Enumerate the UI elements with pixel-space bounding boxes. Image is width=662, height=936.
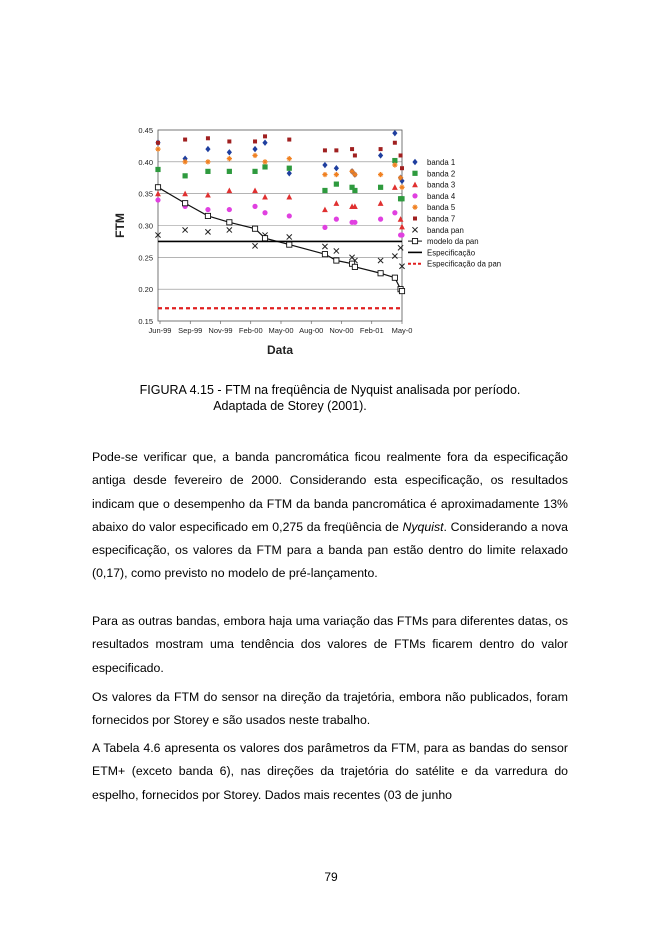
- data-point: [287, 170, 292, 176]
- legend-label: banda 4: [427, 191, 456, 201]
- data-point: [333, 200, 339, 206]
- data-point: [350, 147, 354, 151]
- data-point: [392, 253, 397, 258]
- data-point: [227, 149, 232, 155]
- figure-caption-source: Adaptada de Storey (2001).: [213, 399, 367, 413]
- data-point: [287, 234, 292, 239]
- data-point: [392, 162, 397, 167]
- series-banda-5: [155, 147, 404, 190]
- data-point: [183, 138, 187, 142]
- legend-swatch: [412, 193, 417, 198]
- data-point: [334, 172, 339, 177]
- y-tick-label: 0.30: [138, 221, 153, 231]
- legend-label: banda 5: [427, 203, 456, 213]
- data-point: [262, 210, 267, 215]
- data-point: [378, 152, 383, 158]
- data-point: [227, 139, 231, 143]
- legend-label: banda pan: [427, 225, 464, 235]
- data-point: [287, 138, 291, 142]
- data-point: [227, 220, 232, 225]
- data-point: [399, 232, 404, 237]
- x-tick-label: Nov-00: [329, 326, 354, 335]
- data-point: [399, 153, 403, 157]
- figure-caption: FIGURA 4.15 - FTM na freqüência de Nyquist analisada por período.: [139, 383, 521, 397]
- data-point: [205, 146, 210, 152]
- data-point: [334, 182, 339, 187]
- data-point: [392, 210, 397, 215]
- data-point: [287, 156, 292, 161]
- y-tick-label: 0.15: [138, 317, 153, 326]
- data-point: [205, 169, 210, 174]
- legend-label: banda 3: [427, 180, 456, 190]
- legend-swatch: [412, 159, 417, 165]
- x-axis-label: Data: [266, 343, 294, 357]
- y-axis-label: FTM: [113, 213, 127, 238]
- x-tick-label: May-00: [268, 326, 294, 335]
- data-point: [378, 185, 383, 190]
- legend-label: banda 1: [427, 158, 456, 167]
- data-point: [353, 153, 357, 157]
- data-point: [334, 248, 339, 253]
- legend-label: Especificação da pan: [427, 259, 502, 269]
- series-banda-pan: [155, 227, 404, 268]
- series-banda-7: [156, 134, 404, 170]
- data-point: [252, 146, 257, 152]
- x-tick-label: Sep-99: [178, 326, 203, 335]
- data-point: [322, 162, 327, 168]
- data-point: [399, 224, 405, 230]
- x-tick-label: Nov-99: [208, 326, 233, 335]
- data-point: [262, 140, 267, 146]
- paragraph-2: Para as outras bandas, embora haja uma variação das FTMs para diferentes datas, os resultados mostram uma tendência dos valores de FTMs ficarem dentro do valor especificado.: [92, 614, 568, 675]
- data-point: [322, 244, 327, 249]
- data-point: [227, 207, 232, 212]
- model-curve: [158, 187, 402, 291]
- data-point: [399, 185, 404, 190]
- data-point: [252, 169, 257, 174]
- data-point: [393, 141, 397, 145]
- data-point: [226, 187, 232, 193]
- data-point: [352, 220, 357, 225]
- y-tick-label: 0.25: [138, 253, 153, 263]
- data-point: [398, 216, 404, 222]
- data-point: [399, 288, 404, 293]
- data-point: [379, 147, 383, 151]
- x-tick-label: May-0: [391, 326, 413, 335]
- data-point: [263, 134, 267, 138]
- data-point: [399, 196, 404, 201]
- data-point: [262, 194, 268, 200]
- paragraph-4: A Tabela 4.6 apresenta os valores dos parâmetros da FTM, para as bandas do sensor ETM+ (exceto banda 6), nas direções da trajetória do satélite e da varredura do espelho, fornecidos por Storey. Dados mais recentes (03 de junho: [92, 741, 568, 802]
- data-point: [378, 271, 383, 276]
- data-point: [262, 236, 267, 241]
- data-point: [287, 213, 292, 218]
- data-point: [206, 136, 210, 140]
- data-point: [155, 147, 160, 152]
- legend-label: banda 7: [427, 214, 456, 224]
- data-point: [156, 141, 160, 145]
- data-point: [378, 258, 383, 263]
- series-banda-2: [155, 158, 404, 201]
- data-point: [392, 130, 397, 136]
- data-point: [183, 201, 188, 206]
- data-point: [252, 243, 257, 248]
- data-point: [183, 159, 188, 164]
- data-point: [205, 207, 210, 212]
- data-point: [205, 192, 211, 198]
- data-point: [227, 227, 232, 232]
- data-point: [352, 264, 357, 269]
- legend-label: Especificação: [427, 248, 476, 258]
- data-point: [322, 172, 327, 177]
- legend-swatch: [412, 227, 417, 232]
- x-tick-label: Feb-00: [238, 326, 263, 335]
- data-point: [262, 159, 267, 164]
- data-point: [323, 148, 327, 152]
- y-tick-label: 0.35: [138, 189, 153, 199]
- data-point: [378, 200, 384, 206]
- data-point: [352, 188, 357, 193]
- data-point: [322, 252, 327, 257]
- data-point: [252, 226, 257, 231]
- page-number: 79: [324, 870, 338, 884]
- data-point: [286, 194, 292, 200]
- data-point: [334, 165, 339, 171]
- data-point: [262, 164, 267, 169]
- paragraph-1: [92, 446, 568, 586]
- data-point: [183, 227, 188, 232]
- legend-label: modelo da pan: [427, 237, 479, 247]
- x-tick-label: Jun-99: [148, 326, 172, 335]
- legend-swatch: [413, 217, 417, 221]
- data-point: [252, 153, 257, 158]
- data-point: [334, 258, 339, 263]
- data-point: [287, 166, 292, 171]
- data-point: [205, 213, 210, 218]
- x-tick-label: Aug-00: [299, 326, 324, 335]
- data-point: [322, 225, 327, 230]
- data-point: [227, 156, 232, 161]
- data-point: [322, 188, 327, 193]
- data-point: [183, 173, 188, 178]
- data-point: [400, 166, 404, 170]
- legend-swatch: [412, 171, 417, 176]
- legend-swatch: [412, 239, 417, 244]
- paragraph-1-italic-term: Nyquist: [402, 519, 444, 534]
- y-tick-label: 0.20: [138, 285, 153, 295]
- paragraph-3: Os valores da FTM do sensor na direção da trajetória, embora não publicados, foram fornecidos por Storey e são usados neste trabalho.: [92, 690, 568, 728]
- data-point: [205, 159, 210, 164]
- data-point: [322, 207, 328, 213]
- series-banda-4: [155, 197, 404, 237]
- paragraph-1-text: Pode-se verificar que, a banda pancromática ficou realmente fora da especificação antiga desde fevereiro de 2000. Considerando esta especificação, os resultados indicam que o desempenho da FTM da banda pancromática é aproximadamente 13% abaixo do valor especificado em 0,275 da freqüência de: [92, 450, 568, 534]
- x-tick-label: Feb-01: [359, 326, 384, 335]
- series-modelo-da-pan: [155, 185, 404, 294]
- legend-label: banda 2: [427, 169, 456, 179]
- ftm-chart: [100, 118, 570, 368]
- data-point: [334, 148, 338, 152]
- legend-swatch: [412, 205, 417, 210]
- ftm-chart-svg: [100, 118, 570, 368]
- legend-swatch: [412, 182, 418, 188]
- data-point: [205, 229, 210, 234]
- paragraph-1-text: . Considerando a nova especificação, os valores da FTM para a banda pan estão dentro do limite relaxado (0,17), como previsto no modelo de pré-lançamento.: [92, 519, 568, 581]
- data-point: [334, 217, 339, 222]
- data-point: [155, 197, 160, 202]
- data-point: [378, 172, 383, 177]
- series-banda-1: [155, 130, 404, 184]
- data-point: [392, 275, 397, 280]
- data-point: [155, 167, 160, 172]
- data-point: [392, 158, 397, 163]
- data-point: [155, 185, 160, 190]
- data-point: [392, 184, 398, 190]
- data-point: [252, 204, 257, 209]
- data-point: [253, 139, 257, 143]
- legend: [408, 158, 501, 269]
- y-tick-label: 0.45: [138, 126, 153, 135]
- data-point: [378, 217, 383, 222]
- y-tick-label: 0.40: [138, 157, 153, 167]
- data-point: [227, 169, 232, 174]
- data-point: [252, 187, 258, 193]
- data-point: [287, 242, 292, 247]
